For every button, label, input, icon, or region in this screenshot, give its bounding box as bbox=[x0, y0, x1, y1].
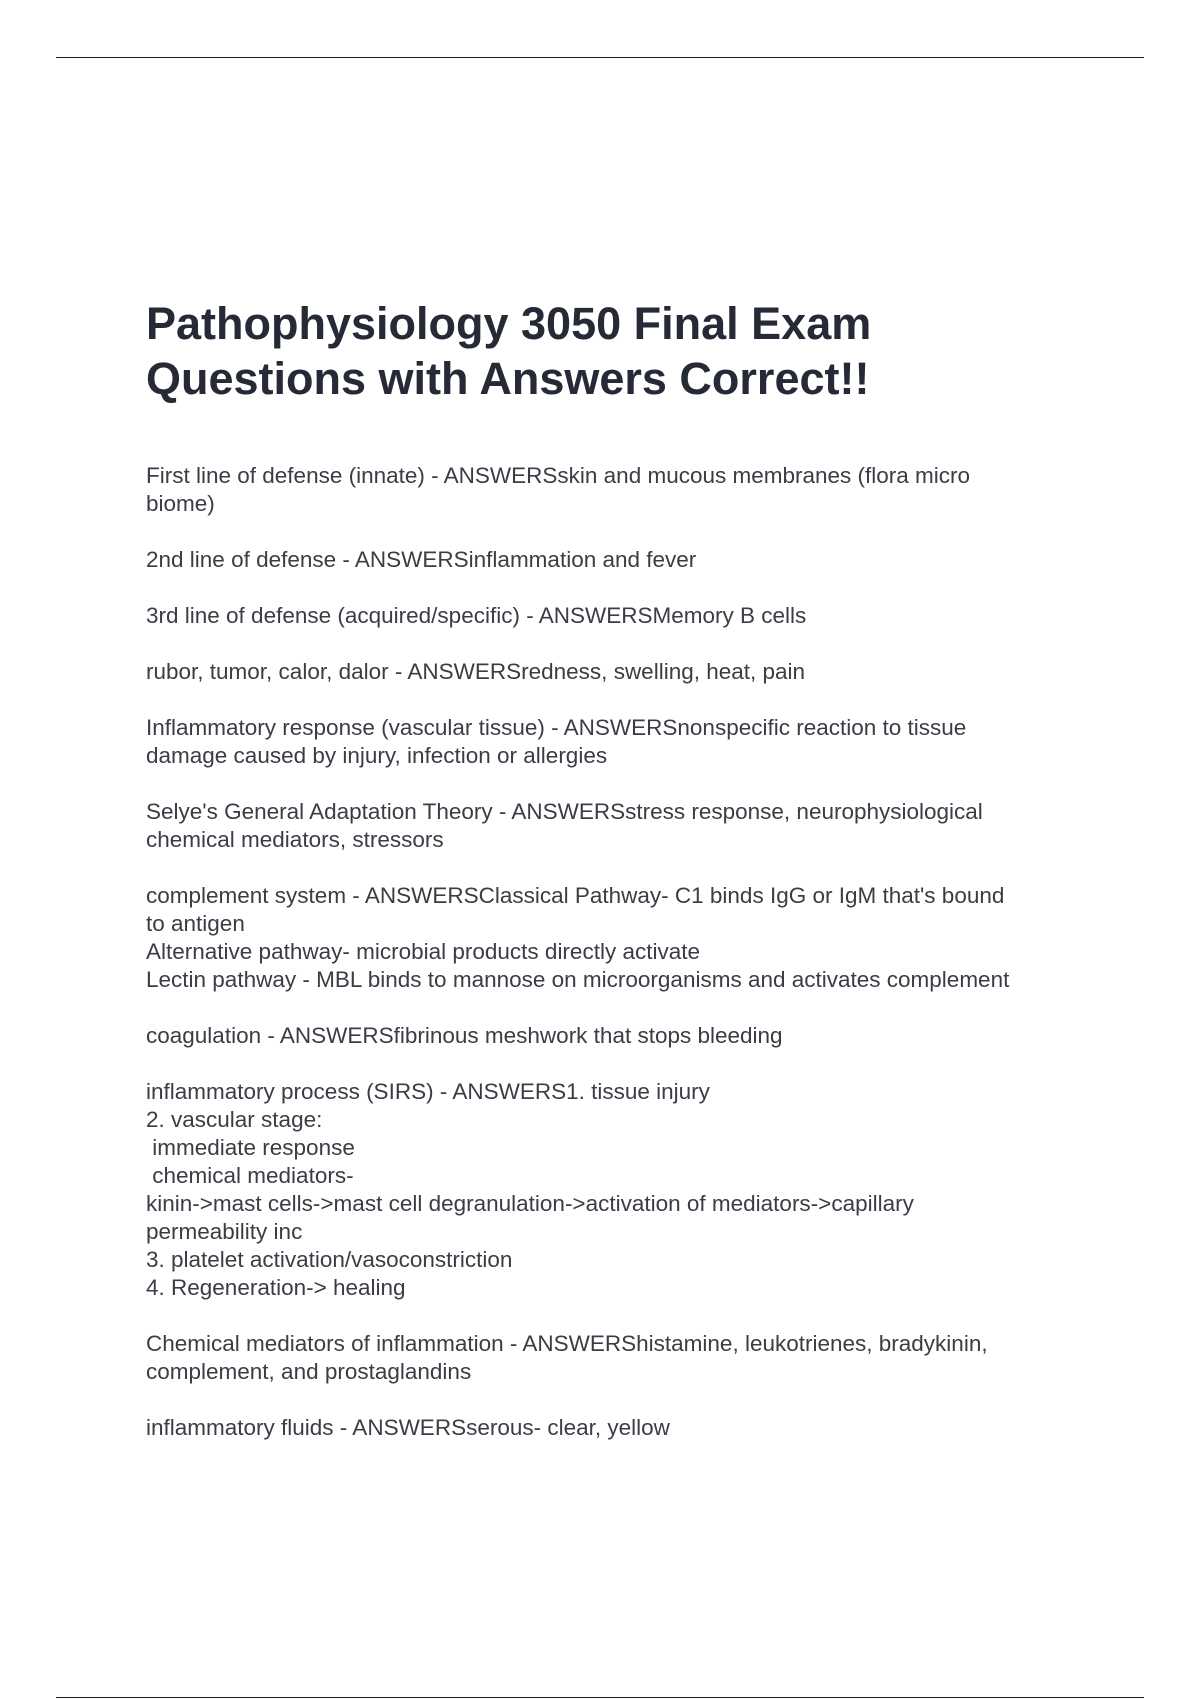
qa-entry bbox=[146, 546, 1086, 574]
qa-text-line: complement, and prostaglandins bbox=[146, 1359, 472, 1384]
qa-text-line: inflammatory process (SIRS) - ANSWERS1. tissue injury bbox=[146, 1079, 710, 1104]
qa-text-line: chemical mediators, stressors bbox=[146, 827, 444, 852]
footer-rule bbox=[56, 1697, 1144, 1698]
qa-text-line: kinin->mast cells->mast cell degranulation->activation of mediators->capillary bbox=[146, 1191, 914, 1216]
qa-text-line: 2nd line of defense - ANSWERSinflammation and fever bbox=[146, 547, 697, 572]
qa-text-line: 3. platelet activation/vasoconstriction bbox=[146, 1247, 513, 1272]
qa-text-line: rubor, tumor, calor, dalor - ANSWERSredness, swelling, heat, pain bbox=[146, 659, 806, 684]
qa-text-line: inflammatory fluids - ANSWERSserous- clear, yellow bbox=[146, 1415, 670, 1440]
qa-entry bbox=[146, 714, 1086, 770]
qa-text-line: permeability inc bbox=[146, 1219, 303, 1244]
qa-text-line: immediate response bbox=[146, 1135, 355, 1160]
qa-entry bbox=[146, 1022, 1086, 1050]
qa-text-line: damage caused by injury, infection or allergies bbox=[146, 743, 608, 768]
title-line: Questions with Answers Correct!! bbox=[146, 353, 870, 404]
qa-text-line: 4. Regeneration-> healing bbox=[146, 1275, 406, 1300]
qa-entry bbox=[146, 798, 1086, 854]
qa-entry bbox=[146, 602, 1086, 630]
qa-text-line: 2. vascular stage: bbox=[146, 1107, 323, 1132]
qa-text-line: Alternative pathway- microbial products directly activate bbox=[146, 939, 700, 964]
qa-text-line: Inflammatory response (vascular tissue) - ANSWERSnonspecific reaction to tissue bbox=[146, 715, 967, 740]
qa-entry bbox=[146, 1330, 1086, 1386]
header-rule bbox=[56, 57, 1144, 58]
qa-entry bbox=[146, 462, 1086, 518]
qa-text-line: Lectin pathway - MBL binds to mannose on microorganisms and activates complement bbox=[146, 967, 1010, 992]
qa-text-line: coagulation - ANSWERSfibrinous meshwork that stops bleeding bbox=[146, 1023, 783, 1048]
qa-list bbox=[146, 462, 1086, 1470]
qa-entry bbox=[146, 882, 1086, 994]
qa-entry bbox=[146, 658, 1086, 686]
qa-text-line: to antigen bbox=[146, 911, 245, 936]
qa-text-line: complement system - ANSWERSClassical Pathway- C1 binds IgG or IgM that's bound bbox=[146, 883, 1005, 908]
qa-text-line: 3rd line of defense (acquired/specific) - ANSWERSMemory B cells bbox=[146, 603, 807, 628]
qa-entry bbox=[146, 1414, 1086, 1442]
qa-entry bbox=[146, 1078, 1086, 1302]
qa-text-line: biome) bbox=[146, 491, 215, 516]
qa-text-line: Chemical mediators of inflammation - ANSWERShistamine, leukotrienes, bradykinin, bbox=[146, 1331, 988, 1356]
qa-text-line: Selye's General Adaptation Theory - ANSWERSstress response, neurophysiological bbox=[146, 799, 983, 824]
qa-text-line: chemical mediators- bbox=[146, 1163, 354, 1188]
page-title bbox=[146, 296, 1106, 406]
title-line: Pathophysiology 3050 Final Exam bbox=[146, 298, 872, 349]
qa-text-line: First line of defense (innate) - ANSWERSskin and mucous membranes (flora micro bbox=[146, 463, 971, 488]
